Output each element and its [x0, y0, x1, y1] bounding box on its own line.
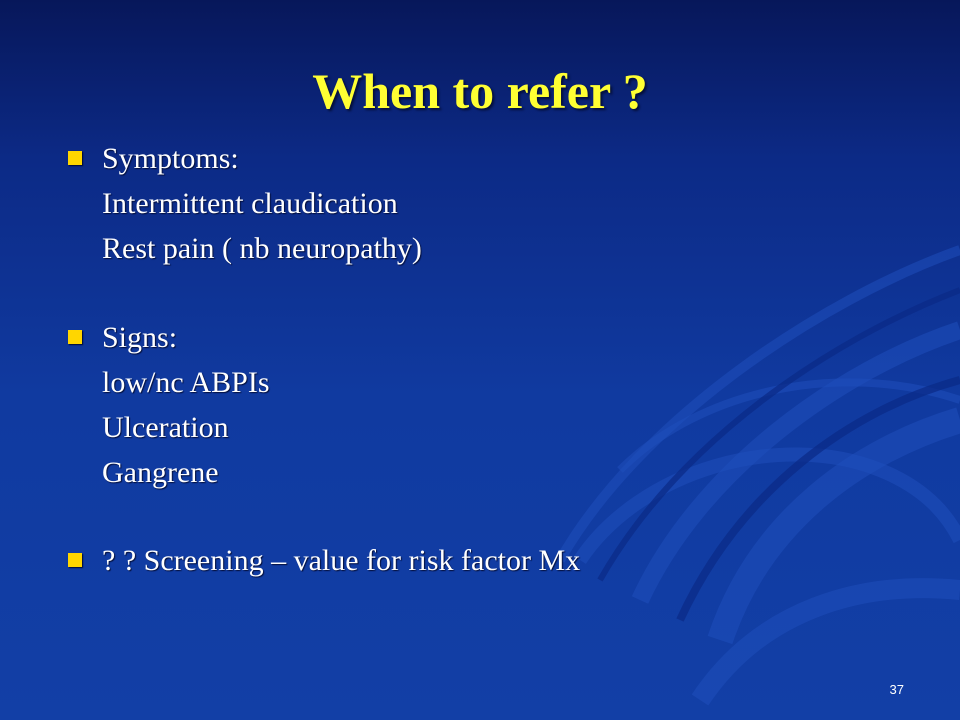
- slide-page-number: 37: [889, 682, 904, 697]
- bullet-section-signs: [66, 315, 926, 495]
- sub-item: Ulceration: [102, 411, 229, 444]
- square-bullet-icon: [68, 151, 82, 165]
- bullet-section-symptoms: [66, 136, 926, 271]
- sub-item: Gangrene: [102, 456, 219, 489]
- sub-item: Rest pain ( nb neuropathy): [102, 232, 422, 265]
- slide-title: When to refer ?: [312, 63, 648, 119]
- bullet-section-screening: [66, 538, 926, 583]
- bullet-item: [66, 315, 926, 360]
- bullet-item: [66, 136, 926, 181]
- bullet-label: Symptoms:: [102, 142, 239, 175]
- square-bullet-icon: [68, 553, 82, 567]
- bullet-label: ? ? Screening – value for risk factor Mx: [102, 544, 581, 577]
- bullet-item: [66, 538, 926, 583]
- sub-item: low/nc ABPIs: [102, 366, 270, 399]
- bullet-label: Signs:: [102, 321, 178, 354]
- square-bullet-icon: [68, 330, 82, 344]
- sub-item: Intermittent claudication: [102, 187, 398, 220]
